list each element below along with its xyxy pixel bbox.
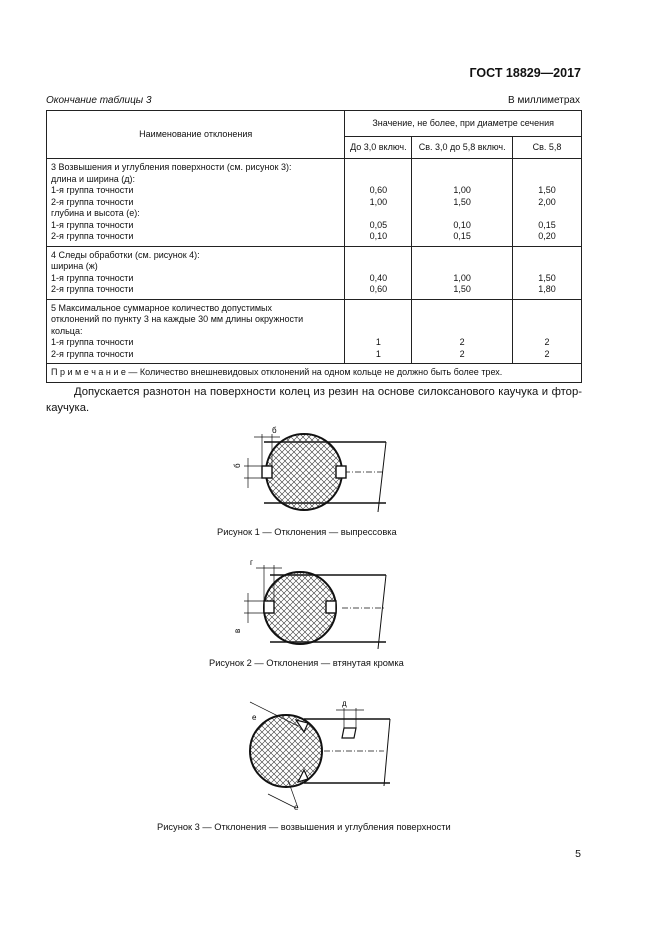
table-cell [513, 299, 582, 364]
subheader-1: До 3,0 включ. [345, 137, 412, 159]
deviation-table [46, 110, 582, 383]
row-value [349, 261, 407, 273]
row-label: 2-я группа точности [51, 284, 134, 294]
row-value: 0,10 [369, 231, 388, 241]
table-row [47, 159, 582, 247]
table-note: П р и м е ч а н и е — Количество внешневидовых отклонений на одном кольце не должно быть более трех. [47, 364, 582, 383]
row-value: 1,00 [453, 185, 471, 195]
row-value: 2 [544, 348, 550, 359]
row-value [349, 303, 407, 315]
row-label: 1-я группа точности [51, 219, 134, 230]
row-label: 3 Возвышения и углубления поверхности (см. рисунок 3): [51, 162, 292, 172]
row-label: длина и ширина (д): [51, 173, 136, 184]
table-cell [47, 246, 345, 299]
fig1-label-top: б [272, 426, 277, 435]
row-value: 1,00 [369, 196, 388, 207]
table-cell [345, 246, 412, 299]
fig3-label-top: д [342, 699, 347, 708]
row-value: 0,15 [453, 231, 471, 241]
row-value [349, 208, 407, 220]
row-value: 2 [459, 337, 465, 347]
table-cell [345, 299, 412, 364]
row-value [416, 208, 508, 220]
row-value [517, 250, 577, 262]
table-cell [513, 159, 582, 247]
row-value: 1,50 [538, 185, 556, 195]
table-cell [47, 299, 345, 364]
table-row [47, 246, 582, 299]
figure-1-drawing [228, 422, 398, 522]
table-cell [345, 159, 412, 247]
row-value [517, 314, 577, 326]
fig2-label-top: г [250, 558, 253, 567]
table-cell [47, 159, 345, 247]
row-value [517, 261, 577, 273]
row-value: 0,60 [369, 284, 388, 294]
figure-2-drawing [230, 557, 390, 657]
subheader-2: Св. 3,0 до 5,8 включ. [412, 137, 513, 159]
row-value: 1,80 [538, 284, 556, 294]
row-value [349, 314, 407, 326]
row-label: 2-я группа точности [51, 348, 134, 359]
figure-3-caption: Рисунок 3 — Отклонения — возвышения и углубления поверхности [157, 822, 451, 832]
note-row [47, 364, 582, 383]
row-value [416, 303, 508, 315]
row-label: 1-я группа точности [51, 272, 134, 283]
row-value: 0,40 [369, 272, 388, 283]
row-value [416, 326, 508, 338]
row-value: 1,50 [453, 196, 471, 207]
row-value [517, 303, 577, 315]
row-label: 1-я группа точности [51, 337, 134, 347]
row-value [517, 208, 577, 220]
body-paragraph: Допускается разнотон на поверхности колец из резин на основе силоксанового каучука и фтор-каучука. [46, 386, 582, 414]
row-label: 5 Максимальное суммарное количество допустимых [51, 302, 273, 313]
col-header-name: Наименование отклонения [47, 111, 345, 159]
row-value: 2,00 [538, 196, 556, 207]
figure-3-drawing [238, 690, 408, 818]
row-value: 2 [459, 348, 465, 359]
table-row [47, 299, 582, 364]
row-value [416, 162, 508, 174]
row-label: 2-я группа точности [51, 231, 134, 241]
row-label: отклонений по пункту 3 на каждые 30 мм длины окружности [51, 314, 304, 324]
table-cell [412, 299, 513, 364]
fig3-label-bottom: е [294, 803, 299, 812]
table-cell [412, 246, 513, 299]
row-value: 0,05 [369, 219, 388, 230]
row-value: 1 [375, 337, 381, 347]
row-value [349, 162, 407, 174]
table-cell [412, 159, 513, 247]
row-value [416, 314, 508, 326]
units-caption: В миллиметрах [508, 95, 580, 106]
row-value: 1 [375, 348, 381, 359]
fig1-label-side: б [233, 463, 242, 468]
row-value [349, 174, 407, 186]
row-label: ширина (ж) [51, 261, 98, 271]
col-header-group: Значение, не более, при диаметре сечения [345, 111, 582, 137]
row-value: 0,15 [538, 219, 556, 230]
row-value: 1,50 [453, 284, 471, 294]
document-header: ГОСТ 18829—2017 [469, 66, 581, 80]
row-value: 1,50 [538, 272, 556, 283]
fig3-label-left: е [252, 713, 257, 722]
row-label: 4 Следы обработки (см. рисунок 4): [51, 249, 200, 260]
row-value: 0,10 [453, 219, 471, 230]
row-value [517, 162, 577, 174]
row-value [517, 174, 577, 186]
subheader-3: Св. 5,8 [513, 137, 582, 159]
row-value: 2 [544, 337, 550, 347]
row-value [416, 261, 508, 273]
row-value: 0,60 [369, 185, 388, 195]
table-body [47, 159, 582, 383]
row-label: глубина и высота (е): [51, 208, 140, 218]
page-number: 5 [575, 848, 581, 860]
figure-2-caption: Рисунок 2 — Отклонения — втянутая кромка [209, 658, 404, 668]
row-value [517, 326, 577, 338]
row-value [349, 326, 407, 338]
row-value: 1,00 [453, 272, 471, 283]
row-value [416, 174, 508, 186]
row-value [416, 250, 508, 262]
fig2-label-side: в [233, 628, 242, 633]
row-label: 1-я группа точности [51, 185, 134, 195]
row-label: 2-я группа точности [51, 196, 134, 207]
table-caption: Окончание таблицы 3 [46, 95, 152, 106]
table-cell [513, 246, 582, 299]
row-value: 0,20 [538, 231, 556, 241]
figure-1-caption: Рисунок 1 — Отклонения — выпрессовка [217, 527, 397, 537]
row-label: кольца: [51, 325, 83, 336]
row-value [349, 250, 407, 262]
